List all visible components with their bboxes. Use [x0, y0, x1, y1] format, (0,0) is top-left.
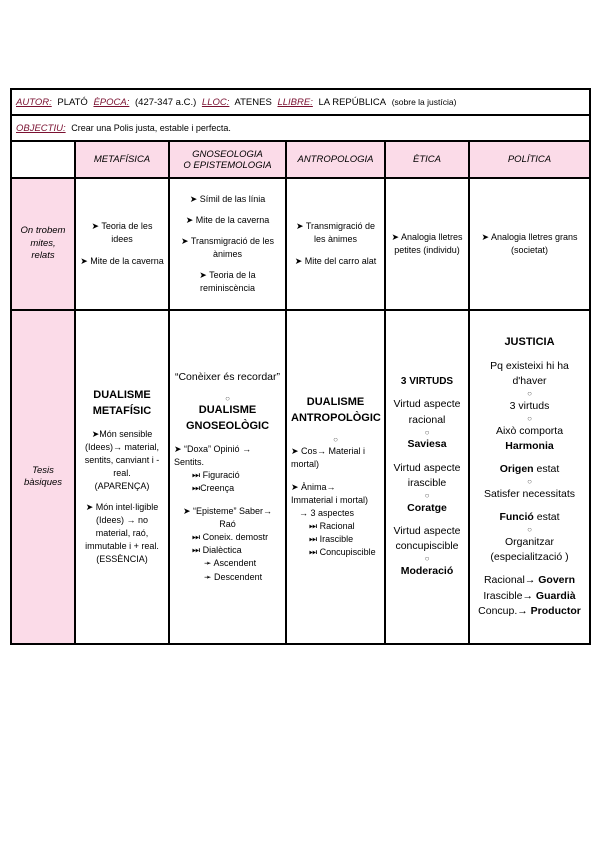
tesis-politica-p1: Pq existeixi hi ha d'haver — [490, 359, 569, 388]
tesis-politica-p6b: Funció — [499, 511, 534, 524]
mites-politica — [469, 178, 590, 310]
mites-politica-1: ➤ Analogia lletres grans (societat) — [481, 231, 578, 255]
tesis-gnoseologia-episteme-list — [174, 531, 281, 583]
tesis-gnoseologia-doxa-1: ⏭ Figuració — [192, 470, 240, 481]
mites-antropologia — [286, 178, 385, 310]
tesis-politica-origen — [474, 462, 585, 477]
tesis-politica-r1b: Govern — [538, 574, 576, 587]
tesis-politica-p3b: Harmonia — [505, 439, 554, 452]
tesis-antropologia-anima: ➤ Ànima→ Immaterial i mortal) — [291, 481, 369, 505]
tesis-etica — [385, 310, 469, 644]
circle-icon: ○ — [424, 427, 430, 437]
objective-label: OBJECTIU: — [16, 122, 66, 134]
tesis-metafisica-essencia: (ESSÈNCIA) — [96, 554, 148, 565]
row-label-mites — [11, 178, 75, 310]
col-gnoseologia — [169, 141, 286, 178]
tesis-politica-p7: Organitzar (especialització ) — [490, 535, 569, 564]
tesis-antropologia-aspectes: → 3 aspectes — [299, 507, 355, 518]
book-note: (sobre la justícia) — [391, 96, 457, 107]
tesis-politica — [469, 310, 590, 644]
tesis-politica-title: JUSTICIA — [504, 335, 555, 348]
tesis-antropologia — [286, 310, 385, 644]
tesis-metafisica-inteligible-text: ➤ Món intel·ligible (Idees) → no material, raó, immutable i + real. — [85, 501, 159, 552]
tesis-metafisica-inteligible — [80, 501, 164, 566]
header-cell — [11, 89, 590, 115]
tesis-gnoseologia-doxa-2: ⏭Creença — [192, 483, 235, 494]
mites-label-1: On trobem — [20, 225, 66, 237]
objective-row — [11, 115, 590, 141]
tesis-antropologia-cos: ➤ Cos→ Material i mortal) — [291, 445, 366, 469]
tesis-politica-p3: Això comporta — [495, 424, 564, 437]
tesis-antropologia-a2: ⏭ Irascible — [309, 533, 354, 544]
tesis-politica-p4: estat — [536, 463, 560, 476]
epoch-value: (427-347 a.C.) — [135, 96, 197, 108]
mites-label-3: relats — [31, 250, 55, 262]
tesis-metafisica-aparenca: (APARENÇA) — [94, 480, 150, 491]
col-gnoseologia-line2: O EPISTEMOLOGIA — [183, 159, 272, 171]
mites-gnoseologia-1: ➤ Símil de las línia — [189, 193, 266, 204]
circle-icon: ○ — [527, 414, 532, 424]
tesis-gnoseologia — [169, 310, 286, 644]
tesis-politica-r2-line — [474, 589, 585, 604]
tesis-politica-funcio — [474, 510, 585, 525]
circle-icon: ○ — [333, 434, 338, 444]
tesis-politica-p4b: Origen — [499, 463, 534, 476]
tesis-gnoseologia-title: DUALISME GNOSEOLÒGIC — [185, 404, 270, 433]
col-gnoseologia-line1: GNOSEOLOGIA — [192, 148, 263, 160]
mites-antropologia-2: ➤ Mite del carro alat — [294, 255, 377, 266]
mites-metafisica-2: ➤ Mite de la caverna — [80, 255, 164, 266]
tesis-label-2: bàsiques — [23, 477, 63, 488]
tesis-gnoseologia-episteme-block — [174, 505, 281, 583]
tesis-politica-p2: 3 virtuds — [509, 399, 550, 412]
tesis-politica-r3-line — [474, 604, 585, 619]
tesis-antropologia-a3: ⏭ Concupiscible — [309, 546, 376, 557]
mites-gnoseologia-4: ➤ Teoria de la reminiscència — [199, 270, 256, 294]
tesis-politica-r1-line — [474, 573, 585, 588]
tesis-etica-v2b: Coratge — [407, 501, 447, 514]
tesis-politica-r1: Racional→ — [483, 574, 536, 587]
author-value: PLATÓ — [57, 96, 88, 108]
tesis-politica-r2b: Guardià — [535, 589, 576, 602]
place-value: ATENES — [234, 96, 272, 108]
tesis-etica-v3b: Moderació — [400, 564, 454, 577]
author-label: AUTOR: — [16, 96, 52, 108]
tesis-gnoseologia-doxa: ➤ “Doxa” Opinió → Sentits. — [174, 444, 252, 468]
mites-gnoseologia — [169, 178, 286, 310]
tesis-gnoseologia-episteme-4: ➛ Descendent — [204, 571, 263, 582]
tesis-metafisica-sensible-text: ➤Món sensible (Idees)→ material, sentits, canviant i - real. — [84, 428, 160, 478]
tesis-politica-r3b: Productor — [530, 604, 581, 617]
mites-metafisica — [75, 178, 169, 310]
book-value: LA REPÚBLICA — [318, 96, 387, 108]
tesis-antropologia-title: DUALISME ANTROPOLÒGIC — [291, 396, 381, 425]
mites-row — [11, 178, 590, 310]
tesis-etica-v3: Virtud aspecte concupiscible — [393, 524, 461, 553]
circle-icon: ○ — [424, 491, 430, 501]
tesis-gnoseologia-episteme-1: ⏭ Coneix. demostr — [192, 532, 269, 543]
tesis-antropologia-a1: ⏭ Racional — [309, 520, 355, 531]
tesis-politica-p6: estat — [536, 511, 560, 524]
tesis-metafisica-sensible — [80, 428, 164, 493]
summary-table — [10, 88, 591, 645]
tesis-label-1: Tesis — [32, 464, 54, 476]
mites-etica — [385, 178, 469, 310]
circle-icon: ○ — [424, 554, 430, 564]
col-politica: POLÍTICA — [469, 141, 590, 178]
circle-icon: ○ — [527, 389, 532, 399]
corner-cell — [11, 141, 75, 178]
tesis-etica-v1b: Saviesa — [407, 438, 447, 451]
row-label-tesis — [11, 310, 75, 644]
circle-icon: ○ — [225, 393, 230, 403]
tesis-gnoseologia-quote: “Conèixer és recordar” — [174, 371, 281, 384]
objective-cell — [11, 115, 590, 141]
place-label: LLOC: — [201, 96, 230, 108]
mites-gnoseologia-2: ➤ Mite de la caverna — [185, 214, 270, 225]
tesis-row — [11, 310, 590, 644]
mites-etica-1: ➤ Analogia lletres petites (individu) — [391, 231, 463, 255]
epoch-label: ÈPOCA: — [93, 96, 130, 108]
tesis-metafisica — [75, 310, 169, 644]
tesis-politica-p5: Satisfer necessitats — [483, 487, 576, 500]
tesis-politica-r3: Concup.→ — [478, 604, 528, 617]
tesis-etica-title: 3 VIRTUDS — [400, 375, 454, 387]
tesis-gnoseologia-doxa-block — [174, 443, 281, 495]
col-etica: ÈTICA — [385, 141, 469, 178]
mites-gnoseologia-3: ➤ Transmigració de les ànimes — [180, 235, 275, 259]
mites-antropologia-1: ➤ Transmigració de les ànimes — [295, 221, 376, 245]
tesis-antropologia-list — [291, 445, 380, 559]
header-row — [11, 89, 590, 115]
summary-sheet — [10, 88, 589, 645]
mites-metafisica-1: ➤ Teoria de les idees — [91, 221, 153, 245]
col-antropologia: ANTROPOLOGIA — [286, 141, 385, 178]
tesis-gnoseologia-episteme-2: ⏭ Dialèctica — [192, 545, 242, 556]
objective-value: Crear una Polis justa, estable i perfecta. — [71, 122, 231, 133]
tesis-politica-r2: Irascible→ — [483, 589, 533, 602]
mites-label-2: mites, — [30, 237, 56, 249]
circle-icon: ○ — [527, 525, 532, 535]
tesis-gnoseologia-episteme-3: ➛ Ascendent — [204, 558, 257, 569]
tesis-etica-v2: Virtud aspecte irascible — [393, 461, 461, 489]
tesis-etica-v1: Virtud aspecte racional — [393, 398, 461, 426]
tesis-metafisica-title: DUALISME METAFÍSIC — [92, 388, 152, 417]
column-header-row — [11, 141, 590, 178]
col-metafisica: METAFÍSICA — [75, 141, 169, 178]
circle-icon: ○ — [527, 477, 532, 487]
book-label: LLIBRE: — [277, 96, 313, 108]
tesis-gnoseologia-episteme: ➤ “Episteme” Saber→ Raó — [182, 506, 273, 530]
